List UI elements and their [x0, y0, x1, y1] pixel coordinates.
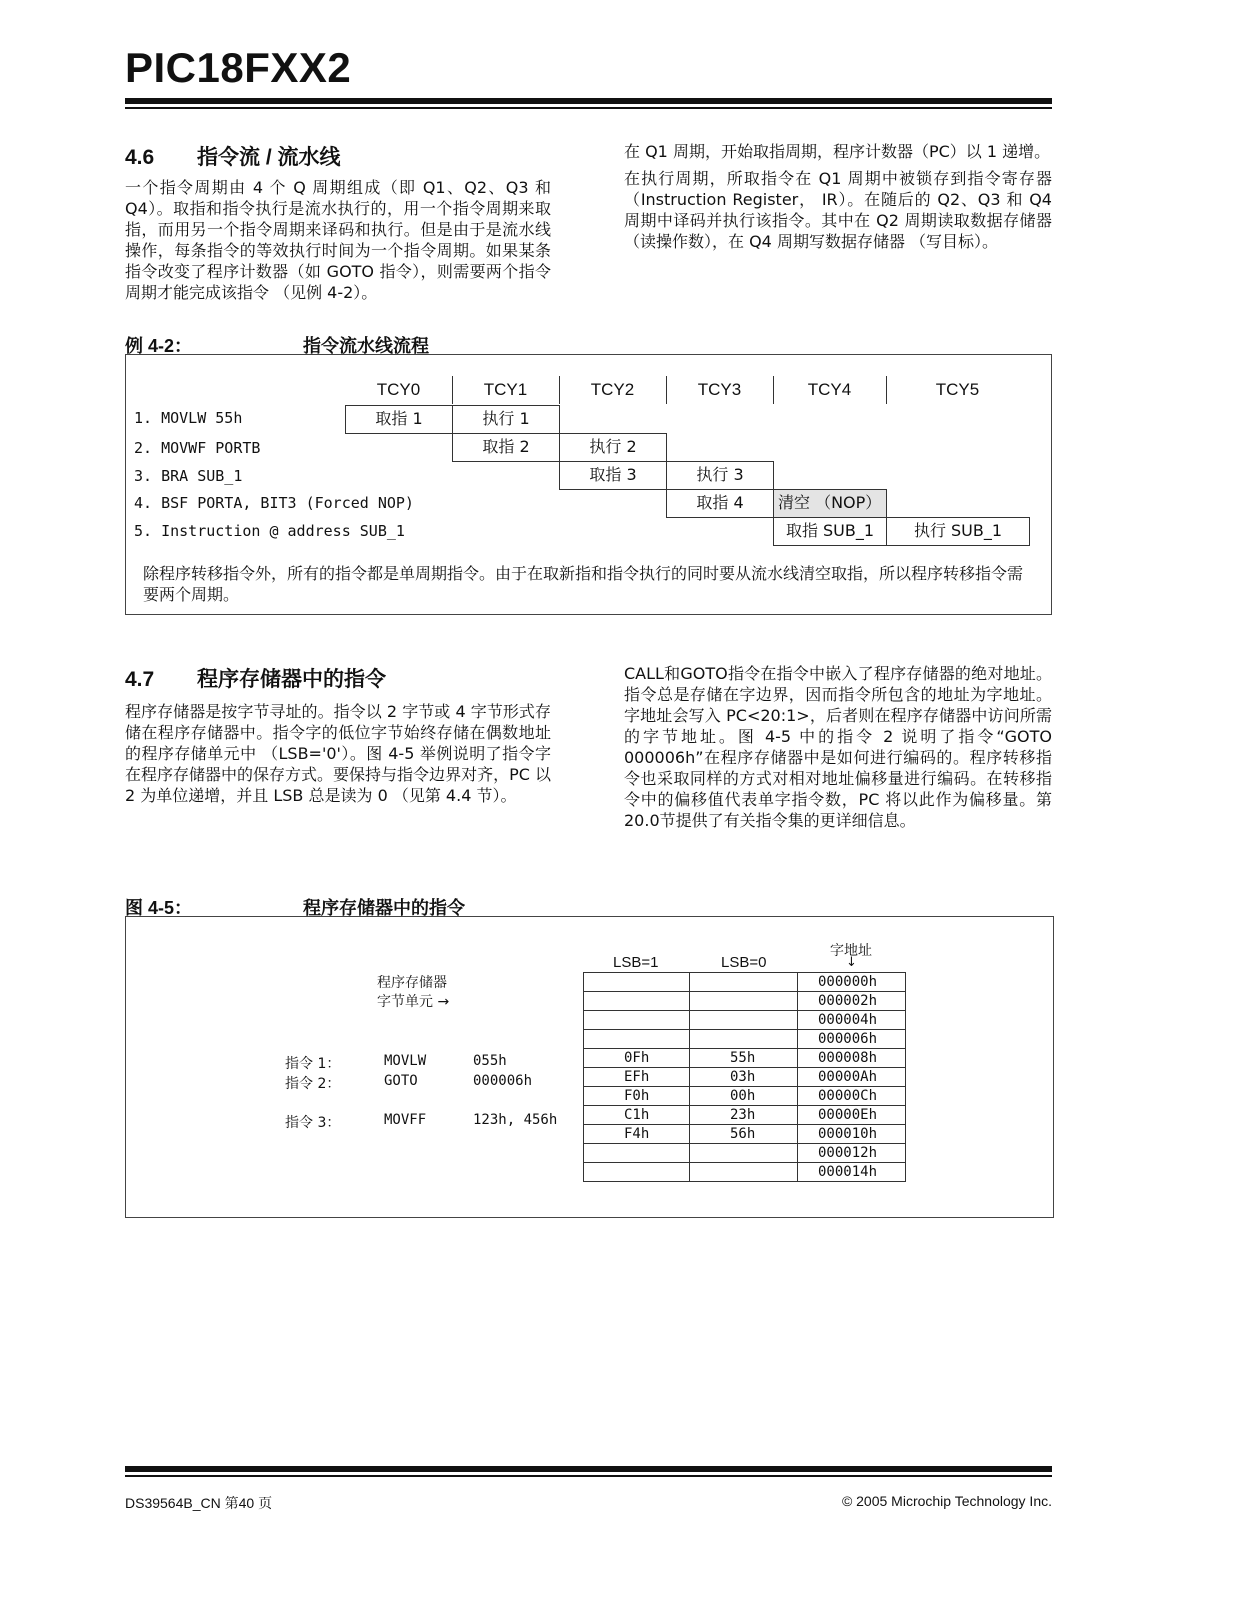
high-byte-cell [584, 973, 690, 992]
low-byte-cell [690, 1144, 798, 1163]
high-byte-cell [584, 1163, 690, 1182]
arrow-down-icon: ↓ [846, 955, 857, 970]
word-address-cell: 00000Ch [798, 1087, 906, 1106]
word-address-cell: 000002h [798, 992, 906, 1011]
footer-copyright: © 2005 Microchip Technology Inc. [841, 1493, 1052, 1509]
footer-rule [125, 1466, 1052, 1472]
document-title: PIC18FXX2 [125, 44, 352, 91]
paragraph: 在 Q1 周期，开始取指周期，程序计数器（PC）以 1 递增。 [624, 142, 1051, 161]
high-byte-cell [584, 1011, 690, 1030]
pipeline-cell: 取指 4 [666, 489, 774, 518]
cycle-divider [559, 376, 560, 404]
word-address-cell: 00000Ah [798, 1068, 906, 1087]
section-number: 4.7 [125, 668, 155, 691]
instr-op: MOVFF [384, 1112, 427, 1128]
word-address-cell: 000004h [798, 1011, 906, 1030]
word-address-cell: 000006h [798, 1030, 906, 1049]
footer-rule-thin [125, 1475, 1052, 1477]
instr-op: GOTO [384, 1073, 418, 1089]
memory-row [584, 1049, 906, 1068]
lsb1-label: LSB=1 [613, 954, 659, 971]
section-title: 指令流 / 流水线 [197, 146, 341, 169]
cycle-label: TCY3 [697, 380, 742, 399]
word-address-cell: 000008h [798, 1049, 906, 1068]
footer-doc-id: DS39564B_CN 第40 页 [125, 1495, 273, 1511]
high-byte-cell [584, 992, 690, 1011]
pipeline-cell: 取指 2 [452, 433, 560, 462]
cycle-label: TCY0 [376, 380, 421, 399]
figure-label: 图 4-5： [125, 898, 193, 918]
example-title: 指令流水线流程 [303, 336, 429, 356]
instr-label: 指令 1： [285, 1056, 341, 1072]
pipeline-cell: 取指 3 [559, 461, 667, 490]
memory-row [584, 973, 906, 992]
memory-row [584, 1030, 906, 1049]
cycle-divider [773, 376, 774, 404]
pipeline-cell: 执行 1 [452, 405, 560, 434]
low-byte-cell: 56h [690, 1125, 798, 1144]
word-address-cell: 000010h [798, 1125, 906, 1144]
header-rule [125, 98, 1052, 104]
pipeline-cell: 执行 3 [666, 461, 774, 490]
low-byte-cell [690, 1163, 798, 1182]
memory-row [584, 1125, 906, 1144]
section-4-6-left-text: 一个指令周期由 4 个 Q 周期组成（即 Q1、Q2、Q3 和 Q4）。取指和指令执行是流水执行的，用一个指令周期来取指，而用另一个指令周期来译码和执行。但是由于是流水线操作，每条指令的等效执行时间为一个指令周期。如果某条指令改变了程序计数器（如 GOTO 指令），则需要两个指令周期才能完成该指令 （见例 4-2）。 [125, 178, 551, 302]
lsb0-label: LSB=0 [721, 954, 767, 971]
low-byte-cell [690, 1030, 798, 1049]
high-byte-cell: 0Fh [584, 1049, 690, 1068]
high-byte-cell: C1h [584, 1106, 690, 1125]
pipeline-cell: 执行 2 [559, 433, 667, 462]
high-byte-cell [584, 1030, 690, 1049]
cycle-label: TCY5 [935, 380, 980, 399]
program-memory-table [583, 972, 906, 1182]
cycle-divider [452, 376, 453, 404]
word-address-label: 字地址 [830, 943, 872, 959]
byte-cell-label [377, 991, 449, 1011]
arrow-right-icon: → [437, 994, 450, 1010]
instruction-line: 1. MOVLW 55h [134, 409, 243, 427]
memory-row [584, 1163, 906, 1182]
section-title: 程序存储器中的指令 [197, 668, 386, 691]
memory-row [584, 1068, 906, 1087]
cycle-divider [886, 376, 887, 404]
low-byte-cell: 55h [690, 1049, 798, 1068]
pipeline-flush-cell: 清空 （NOP） [773, 489, 887, 518]
high-byte-cell: EFh [584, 1068, 690, 1087]
paragraph: 在执行周期，所取指令在 Q1 周期中被锁存到指令寄存器（Instruction Register， IR）。在随后的 Q2、Q3 和 Q4 周期中译码并执行该指令。其中在 Q2 周期读取数据存储器 （读操作数），在 Q4 周期写数据存储器 （写目标）。 [624, 169, 1052, 251]
section-4-7-heading [125, 663, 386, 693]
low-byte-cell [690, 992, 798, 1011]
example-label: 例 4-2： [125, 336, 193, 356]
header-rule-thin [125, 107, 1052, 109]
high-byte-cell [584, 1144, 690, 1163]
high-byte-cell: F4h [584, 1125, 690, 1144]
low-byte-cell: 03h [690, 1068, 798, 1087]
instr-arg: 055h [473, 1053, 507, 1069]
word-address-cell: 000012h [798, 1144, 906, 1163]
low-byte-cell: 00h [690, 1087, 798, 1106]
memory-row [584, 1144, 906, 1163]
instr-label: 指令 2： [285, 1076, 341, 1092]
figure-title: 程序存储器中的指令 [303, 898, 465, 918]
instr-arg: 000006h [473, 1073, 533, 1089]
cycle-label: TCY4 [807, 380, 852, 399]
section-4-6-heading [125, 141, 341, 171]
memory-row [584, 992, 906, 1011]
example-note: 除程序转移指令外，所有的指令都是单周期指令。由于在取新指和指令执行的同时要从流水线清空取指，所以程序转移指令需要两个周期。 [143, 564, 1024, 604]
memory-row [584, 1011, 906, 1030]
cycle-label: TCY1 [483, 380, 528, 399]
byte-cell-label: 程序存储器 [377, 975, 447, 991]
memory-row [584, 1106, 906, 1125]
byte-cell-label-text: 字节单元 [377, 994, 433, 1010]
pipeline-cell: 取指 SUB_1 [773, 517, 887, 546]
instruction-line: 2. MOVWF PORTB [134, 439, 261, 457]
instruction-line: 5. Instruction @ address SUB_1 [134, 522, 405, 540]
low-byte-cell: 23h [690, 1106, 798, 1125]
section-number: 4.6 [125, 146, 155, 169]
instr-label: 指令 3： [285, 1115, 341, 1131]
section-4-7-left-text: 程序存储器是按字节寻址的。指令以 2 字节或 4 字节形式存储在程序存储器中。指令字的低位字节始终存储在偶数地址的程序存储单元中 （LSB='0'）。图 4-5 举例说明了指令字在程序存储器中的保存方式。要保持与指令边界对齐，PC 以 2 为单位递增，并且 LSB 总是读为 0 （见第 4.4 节）。 [125, 702, 551, 805]
instruction-line: 3. BRA SUB_1 [134, 467, 243, 485]
low-byte-cell [690, 1011, 798, 1030]
word-address-cell: 000000h [798, 973, 906, 992]
high-byte-cell: F0h [584, 1087, 690, 1106]
word-address-cell: 000014h [798, 1163, 906, 1182]
low-byte-cell [690, 973, 798, 992]
section-4-7-right-text: CALL和GOTO指令在指令中嵌入了程序存储器的绝对地址。指令总是存储在字边界，因而指令所包含的地址为字地址。字地址会写入 PC<20:1>，后者则在程序存储器中访问所需的字节地址。图 4-5 中的指令 2 说明了指令“GOTO 000006h”在程序存储器中是如何进行编码的。程序转移指令也采取同样的方式对相对地址偏移量进行编码。在转移指令中的偏移值代表单字指令数，PC 将以此作为偏移量。第 20.0节提供了有关指令集的更详细信息。 [624, 664, 1052, 830]
word-address-cell: 00000Eh [798, 1106, 906, 1125]
instr-arg: 123h, 456h [473, 1112, 558, 1128]
instruction-line: 4. BSF PORTA, BIT3 (Forced NOP) [134, 494, 414, 512]
cycle-label: TCY2 [590, 380, 635, 399]
section-4-6-right-text [624, 141, 1052, 258]
instr-op: MOVLW [384, 1053, 427, 1069]
cycle-divider [666, 376, 667, 404]
pipeline-cell: 取指 1 [345, 405, 453, 434]
pipeline-cell: 执行 SUB_1 [886, 517, 1030, 546]
memory-row [584, 1087, 906, 1106]
